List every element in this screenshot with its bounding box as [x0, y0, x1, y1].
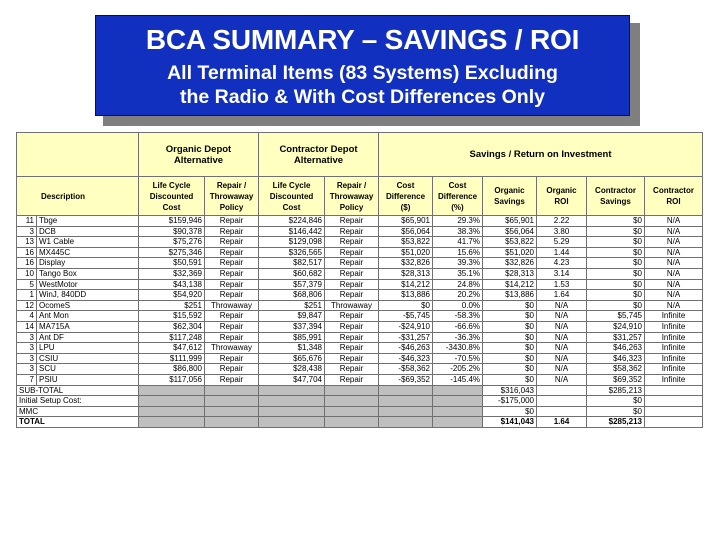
con-cost-cell: $85,991	[259, 332, 325, 343]
summary-con-roi-cell	[645, 417, 703, 428]
cost-diff-cell: $53,822	[379, 237, 433, 248]
con-policy-cell: Repair	[325, 364, 379, 375]
org-cost-cell: $117,248	[139, 332, 205, 343]
col-header-cost-diff: Cost Difference ($)	[379, 177, 433, 216]
col-header-con-savings: Contractor Savings	[587, 177, 645, 216]
summary-org-savings-cell: $0	[483, 406, 537, 417]
table-row	[17, 258, 703, 269]
summary-org-roi-cell: 1.64	[537, 417, 587, 428]
description-cell: W1 Cable	[37, 237, 139, 248]
slide-subtitle-line2: the Radio & With Cost Differences Only	[180, 86, 545, 108]
con-savings-cell: $24,910	[587, 321, 645, 332]
description-cell: SCU	[37, 364, 139, 375]
qty-cell: 3	[17, 226, 37, 237]
org-savings-cell: $28,313	[483, 268, 537, 279]
qty-cell: 1	[17, 290, 37, 301]
summary-gray-cell	[433, 406, 483, 417]
summary-org-roi-cell	[537, 406, 587, 417]
con-policy-cell: Repair	[325, 290, 379, 301]
summary-org-savings-cell: -$175,000	[483, 396, 537, 407]
con-savings-cell: $0	[587, 279, 645, 290]
org-policy-cell: Repair	[205, 374, 259, 385]
summary-gray-cell	[259, 396, 325, 407]
summary-gray-cell	[325, 406, 379, 417]
con-policy-cell: Repair	[325, 279, 379, 290]
summary-row	[17, 385, 703, 396]
org-roi-cell: 1.44	[537, 247, 587, 258]
cost-diff-pct-cell: -205.2%	[433, 364, 483, 375]
table-row	[17, 268, 703, 279]
group-header-contractor: Contractor Depot Alternative	[259, 133, 379, 177]
cost-diff-pct-cell: -145.4%	[433, 374, 483, 385]
org-savings-cell: $0	[483, 321, 537, 332]
con-roi-cell: N/A	[645, 226, 703, 237]
org-cost-cell: $75,276	[139, 237, 205, 248]
org-roi-cell: N/A	[537, 353, 587, 364]
con-savings-cell: $69,352	[587, 374, 645, 385]
con-policy-cell: Repair	[325, 343, 379, 354]
table-row	[17, 364, 703, 375]
con-cost-cell: $326,565	[259, 247, 325, 258]
org-roi-cell: N/A	[537, 332, 587, 343]
org-savings-cell: $13,886	[483, 290, 537, 301]
summary-gray-cell	[433, 396, 483, 407]
summary-row	[17, 406, 703, 417]
summary-con-savings-cell: $285,213	[587, 385, 645, 396]
con-roi-cell: N/A	[645, 300, 703, 311]
qty-cell: 3	[17, 364, 37, 375]
con-roi-cell: Infinite	[645, 332, 703, 343]
table-row	[17, 226, 703, 237]
con-savings-cell: $0	[587, 268, 645, 279]
org-savings-cell: $0	[483, 332, 537, 343]
description-cell: MA715A	[37, 321, 139, 332]
con-cost-cell: $82,517	[259, 258, 325, 269]
cost-diff-pct-cell: -66.6%	[433, 321, 483, 332]
con-policy-cell: Repair	[325, 332, 379, 343]
summary-gray-cell	[139, 406, 205, 417]
org-cost-cell: $47,612	[139, 343, 205, 354]
cost-diff-cell: -$58,362	[379, 364, 433, 375]
org-policy-cell: Repair	[205, 290, 259, 301]
org-savings-cell: $51,020	[483, 247, 537, 258]
org-roi-cell: 3.80	[537, 226, 587, 237]
summary-label-cell: TOTAL	[17, 417, 139, 428]
con-savings-cell: $0	[587, 216, 645, 227]
org-policy-cell: Repair	[205, 216, 259, 227]
summary-gray-cell	[379, 385, 433, 396]
qty-cell: 13	[17, 237, 37, 248]
cost-diff-pct-cell: 24.8%	[433, 279, 483, 290]
org-cost-cell: $251	[139, 300, 205, 311]
con-policy-cell: Repair	[325, 237, 379, 248]
org-policy-cell: Repair	[205, 226, 259, 237]
summary-gray-cell	[379, 396, 433, 407]
slide-title: BCA SUMMARY – SAVINGS / ROI	[145, 24, 580, 55]
org-savings-cell: $0	[483, 343, 537, 354]
org-policy-cell: Repair	[205, 321, 259, 332]
cost-diff-cell: -$46,323	[379, 353, 433, 364]
summary-row	[17, 417, 703, 428]
org-roi-cell: 5.29	[537, 237, 587, 248]
con-cost-cell: $28,438	[259, 364, 325, 375]
org-roi-cell: 1.64	[537, 290, 587, 301]
summary-gray-cell	[325, 417, 379, 428]
con-cost-cell: $60,682	[259, 268, 325, 279]
cost-diff-pct-cell: 41.7%	[433, 237, 483, 248]
con-savings-cell: $0	[587, 258, 645, 269]
cost-diff-cell: -$5,745	[379, 311, 433, 322]
con-roi-cell: N/A	[645, 258, 703, 269]
org-savings-cell: $65,901	[483, 216, 537, 227]
table-row	[17, 290, 703, 301]
con-policy-cell: Repair	[325, 268, 379, 279]
summary-gray-cell	[139, 396, 205, 407]
description-cell: Ant DF	[37, 332, 139, 343]
col-header-org-cost: Life Cycle Discounted Cost	[139, 177, 205, 216]
qty-cell: 12	[17, 300, 37, 311]
org-roi-cell: N/A	[537, 311, 587, 322]
cost-diff-cell: $13,886	[379, 290, 433, 301]
org-savings-cell: $14,212	[483, 279, 537, 290]
org-roi-cell: N/A	[537, 374, 587, 385]
con-roi-cell: Infinite	[645, 311, 703, 322]
con-policy-cell: Repair	[325, 216, 379, 227]
cost-diff-pct-cell: 35.1%	[433, 268, 483, 279]
table-row	[17, 216, 703, 227]
qty-cell: 7	[17, 374, 37, 385]
qty-cell: 3	[17, 343, 37, 354]
summary-gray-cell	[379, 406, 433, 417]
org-cost-cell: $90,378	[139, 226, 205, 237]
description-cell: Ant Mon	[37, 311, 139, 322]
group-header-blank	[17, 133, 139, 177]
con-policy-cell: Repair	[325, 226, 379, 237]
org-roi-cell: 3.14	[537, 268, 587, 279]
con-cost-cell: $68,806	[259, 290, 325, 301]
org-roi-cell: 4.23	[537, 258, 587, 269]
con-policy-cell: Repair	[325, 321, 379, 332]
group-header-savings: Savings / Return on Investment	[379, 133, 703, 177]
con-roi-cell: Infinite	[645, 343, 703, 354]
con-cost-cell: $1,348	[259, 343, 325, 354]
cost-diff-cell: $56,064	[379, 226, 433, 237]
table-row	[17, 353, 703, 364]
table-row	[17, 237, 703, 248]
col-header-con-cost: Life Cycle Discounted Cost	[259, 177, 325, 216]
con-savings-cell: $31,257	[587, 332, 645, 343]
con-savings-cell: $0	[587, 300, 645, 311]
org-savings-cell: $32,826	[483, 258, 537, 269]
summary-con-savings-cell: $0	[587, 406, 645, 417]
summary-gray-cell	[259, 385, 325, 396]
summary-gray-cell	[325, 385, 379, 396]
description-cell: CSIU	[37, 353, 139, 364]
summary-org-roi-cell	[537, 385, 587, 396]
cost-diff-pct-cell: 29.3%	[433, 216, 483, 227]
summary-gray-cell	[139, 385, 205, 396]
table-row	[17, 279, 703, 290]
qty-cell: 5	[17, 279, 37, 290]
table-row	[17, 321, 703, 332]
con-cost-cell: $129,098	[259, 237, 325, 248]
description-cell: MX445C	[37, 247, 139, 258]
col-header-org-savings: Organic Savings	[483, 177, 537, 216]
table-row	[17, 374, 703, 385]
qty-cell: 11	[17, 216, 37, 227]
org-cost-cell: $32,369	[139, 268, 205, 279]
con-savings-cell: $46,323	[587, 353, 645, 364]
con-savings-cell: $0	[587, 226, 645, 237]
col-header-con-policy: Repair / Throwaway Policy	[325, 177, 379, 216]
summary-con-roi-cell	[645, 385, 703, 396]
table-row	[17, 311, 703, 322]
description-cell: PSIU	[37, 374, 139, 385]
table-row	[17, 332, 703, 343]
org-policy-cell: Repair	[205, 311, 259, 322]
con-savings-cell: $58,362	[587, 364, 645, 375]
cost-diff-pct-cell: 0.0%	[433, 300, 483, 311]
org-savings-cell: $53,822	[483, 237, 537, 248]
cost-diff-cell: $65,901	[379, 216, 433, 227]
col-header-org-roi: Organic ROI	[537, 177, 587, 216]
summary-gray-cell	[379, 417, 433, 428]
org-roi-cell: 1.53	[537, 279, 587, 290]
description-cell: OcomeS	[37, 300, 139, 311]
description-cell: Tbge	[37, 216, 139, 227]
group-header-organic: Organic Depot Alternative	[139, 133, 259, 177]
summary-label-cell: MMC	[17, 406, 139, 417]
slide-subtitle-line1: All Terminal Items (83 Systems) Excluding	[167, 62, 558, 84]
qty-cell: 16	[17, 258, 37, 269]
table-row	[17, 300, 703, 311]
table-row	[17, 247, 703, 258]
summary-con-roi-cell	[645, 406, 703, 417]
con-roi-cell: Infinite	[645, 364, 703, 375]
description-cell: LPU	[37, 343, 139, 354]
org-cost-cell: $111,999	[139, 353, 205, 364]
column-header-row	[17, 177, 703, 216]
org-cost-cell: $15,592	[139, 311, 205, 322]
table-body	[17, 216, 703, 386]
cost-diff-cell: $0	[379, 300, 433, 311]
description-cell: Tango Box	[37, 268, 139, 279]
summary-gray-cell	[205, 406, 259, 417]
description-cell: DCB	[37, 226, 139, 237]
summary-gray-cell	[205, 385, 259, 396]
org-cost-cell: $275,346	[139, 247, 205, 258]
summary-con-savings-cell: $0	[587, 396, 645, 407]
con-policy-cell: Repair	[325, 311, 379, 322]
qty-cell: 4	[17, 311, 37, 322]
col-header-con-roi: Contractor ROI	[645, 177, 703, 216]
con-cost-cell: $57,379	[259, 279, 325, 290]
cost-diff-pct-cell: 20.2%	[433, 290, 483, 301]
summary-gray-cell	[259, 417, 325, 428]
summary-row	[17, 396, 703, 407]
org-cost-cell: $159,946	[139, 216, 205, 227]
con-cost-cell: $251	[259, 300, 325, 311]
cost-diff-cell: -$46,263	[379, 343, 433, 354]
con-cost-cell: $47,704	[259, 374, 325, 385]
org-cost-cell: $54,920	[139, 290, 205, 301]
qty-cell: 14	[17, 321, 37, 332]
description-cell: WestMotor	[37, 279, 139, 290]
org-policy-cell: Repair	[205, 258, 259, 269]
cost-diff-cell: $14,212	[379, 279, 433, 290]
qty-cell: 3	[17, 332, 37, 343]
org-savings-cell: $0	[483, 374, 537, 385]
title-banner	[95, 15, 630, 116]
org-policy-cell: Repair	[205, 237, 259, 248]
org-roi-cell: N/A	[537, 321, 587, 332]
org-cost-cell: $117,056	[139, 374, 205, 385]
cost-diff-pct-cell: -36.3%	[433, 332, 483, 343]
cost-diff-pct-cell: 38.3%	[433, 226, 483, 237]
con-roi-cell: Infinite	[645, 374, 703, 385]
con-cost-cell: $224,846	[259, 216, 325, 227]
summary-label-cell: Initial Setup Cost:	[17, 396, 139, 407]
description-cell: WinJ, 840DD	[37, 290, 139, 301]
org-policy-cell: Repair	[205, 279, 259, 290]
con-policy-cell: Repair	[325, 353, 379, 364]
org-policy-cell: Repair	[205, 247, 259, 258]
con-policy-cell: Repair	[325, 374, 379, 385]
summary-label-cell: SUB-TOTAL	[17, 385, 139, 396]
con-cost-cell: $37,394	[259, 321, 325, 332]
table-row	[17, 343, 703, 354]
con-savings-cell: $0	[587, 290, 645, 301]
cost-diff-cell: $51,020	[379, 247, 433, 258]
summary-gray-cell	[139, 417, 205, 428]
con-policy-cell: Repair	[325, 258, 379, 269]
org-cost-cell: $50,591	[139, 258, 205, 269]
org-cost-cell: $86,800	[139, 364, 205, 375]
summary-gray-cell	[325, 396, 379, 407]
description-cell: Display	[37, 258, 139, 269]
cost-diff-pct-cell: 39.3%	[433, 258, 483, 269]
org-cost-cell: $43,138	[139, 279, 205, 290]
con-policy-cell: Throwaway	[325, 300, 379, 311]
summary-org-savings-cell: $141,043	[483, 417, 537, 428]
org-cost-cell: $62,304	[139, 321, 205, 332]
summary-body	[17, 385, 703, 427]
col-header-description: Description	[17, 177, 139, 216]
con-savings-cell: $0	[587, 237, 645, 248]
col-header-cost-diff-pct: Cost Difference (%)	[433, 177, 483, 216]
con-savings-cell: $46,263	[587, 343, 645, 354]
con-roi-cell: N/A	[645, 290, 703, 301]
con-roi-cell: N/A	[645, 268, 703, 279]
cost-diff-pct-cell: -58.3%	[433, 311, 483, 322]
con-cost-cell: $146,442	[259, 226, 325, 237]
con-roi-cell: N/A	[645, 279, 703, 290]
org-savings-cell: $0	[483, 311, 537, 322]
org-savings-cell: $0	[483, 300, 537, 311]
org-policy-cell: Repair	[205, 364, 259, 375]
org-policy-cell: Repair	[205, 332, 259, 343]
summary-gray-cell	[433, 417, 483, 428]
con-roi-cell: N/A	[645, 247, 703, 258]
con-roi-cell: Infinite	[645, 321, 703, 332]
cost-diff-cell: $28,313	[379, 268, 433, 279]
org-policy-cell: Repair	[205, 353, 259, 364]
cost-diff-cell: $32,826	[379, 258, 433, 269]
org-roi-cell: N/A	[537, 364, 587, 375]
summary-gray-cell	[259, 406, 325, 417]
qty-cell: 16	[17, 247, 37, 258]
cost-diff-pct-cell: -3430.8%	[433, 343, 483, 354]
org-savings-cell: $56,064	[483, 226, 537, 237]
cost-diff-pct-cell: 15.6%	[433, 247, 483, 258]
con-roi-cell: Infinite	[645, 353, 703, 364]
cost-diff-cell: -$69,352	[379, 374, 433, 385]
summary-con-roi-cell	[645, 396, 703, 407]
con-roi-cell: N/A	[645, 216, 703, 227]
org-savings-cell: $0	[483, 353, 537, 364]
con-policy-cell: Repair	[325, 247, 379, 258]
summary-org-savings-cell: $316,043	[483, 385, 537, 396]
org-policy-cell: Throwaway	[205, 300, 259, 311]
org-roi-cell: N/A	[537, 300, 587, 311]
qty-cell: 10	[17, 268, 37, 279]
col-header-org-policy: Repair / Throwaway Policy	[205, 177, 259, 216]
qty-cell: 3	[17, 353, 37, 364]
org-savings-cell: $0	[483, 364, 537, 375]
org-roi-cell: N/A	[537, 343, 587, 354]
cost-diff-cell: -$24,910	[379, 321, 433, 332]
org-roi-cell: 2.22	[537, 216, 587, 227]
summary-gray-cell	[205, 417, 259, 428]
group-header-row	[17, 133, 703, 177]
bca-summary-table	[16, 132, 703, 428]
cost-diff-pct-cell: -70.5%	[433, 353, 483, 364]
summary-org-roi-cell	[537, 396, 587, 407]
org-policy-cell: Repair	[205, 268, 259, 279]
con-savings-cell: $5,745	[587, 311, 645, 322]
con-cost-cell: $65,676	[259, 353, 325, 364]
summary-gray-cell	[433, 385, 483, 396]
summary-con-savings-cell: $285,213	[587, 417, 645, 428]
summary-gray-cell	[205, 396, 259, 407]
cost-diff-cell: -$31,257	[379, 332, 433, 343]
con-cost-cell: $9,847	[259, 311, 325, 322]
con-savings-cell: $0	[587, 247, 645, 258]
con-roi-cell: N/A	[645, 237, 703, 248]
org-policy-cell: Throwaway	[205, 343, 259, 354]
